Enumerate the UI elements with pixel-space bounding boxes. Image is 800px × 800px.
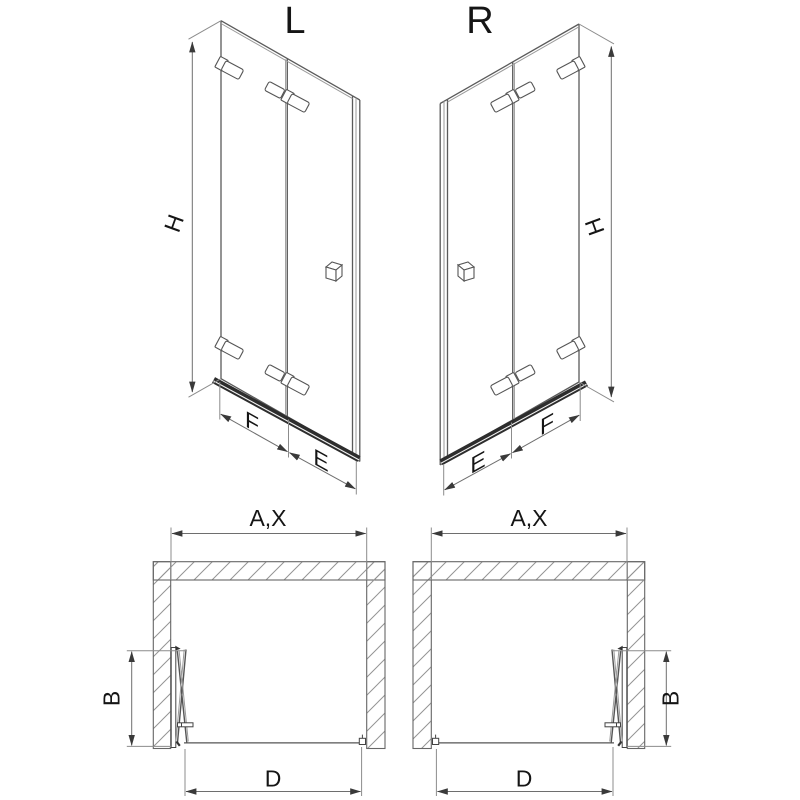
fold-vertex-tick <box>617 646 622 651</box>
fold-width-label: F <box>244 406 260 440</box>
fold-width-label: F <box>539 408 555 442</box>
left-wall <box>413 562 431 749</box>
walls <box>153 562 385 749</box>
fold-depth-label: B <box>98 690 125 707</box>
entry-width-label: D <box>515 765 533 792</box>
fold-depth-label: B <box>657 690 684 707</box>
hinge-bottom-left <box>215 336 244 359</box>
door-knob <box>458 262 474 281</box>
height-dim-label: H <box>579 214 610 239</box>
fold-vertex-tick <box>175 646 180 651</box>
outer-width-label: A,X <box>249 505 287 531</box>
right-wall <box>627 562 644 749</box>
wall-bracket <box>433 738 439 744</box>
bottom-rail <box>214 380 360 459</box>
dimension-entry-width-left <box>185 747 362 796</box>
entry-width-label: D <box>264 765 282 792</box>
walls <box>413 562 645 749</box>
hinge-top-left <box>215 56 244 79</box>
plan-view-right <box>413 505 684 796</box>
left-wall <box>153 562 170 749</box>
door-knob <box>326 262 342 281</box>
handle-plan <box>178 723 194 727</box>
dimension-entry-width-right <box>436 747 613 796</box>
back-wall <box>413 562 645 580</box>
entry-width-label: E <box>470 446 486 480</box>
front-view-right <box>440 0 614 496</box>
hinge-bottom-right <box>556 336 585 359</box>
folded-door-plan <box>605 646 627 748</box>
dimension-height-left <box>159 21 221 398</box>
wall-profile-plan <box>622 648 627 748</box>
extension-lines <box>189 21 222 398</box>
folded-panels <box>177 650 187 743</box>
front-view-left <box>159 0 360 495</box>
folded-panels <box>611 650 621 743</box>
wall-profile-plan <box>171 648 176 748</box>
hinge-top-right <box>556 56 585 79</box>
front-right-view-label: R <box>466 0 494 42</box>
front-left-view-label: L <box>284 0 306 42</box>
entry-width-label: E <box>313 444 329 478</box>
dimension-widths-left <box>220 382 356 495</box>
wall-bracket <box>359 738 365 744</box>
back-wall <box>153 562 385 580</box>
bottom-rail-seam <box>214 381 360 460</box>
outer-width-label: A,X <box>510 505 548 531</box>
handle-plan <box>605 723 621 727</box>
height-dim-label: H <box>158 211 190 236</box>
pivot-block <box>177 742 180 746</box>
plan-view-left <box>99 505 386 796</box>
folded-door-plan <box>171 646 193 748</box>
right-wall <box>367 562 385 749</box>
pivot-block <box>618 742 621 746</box>
